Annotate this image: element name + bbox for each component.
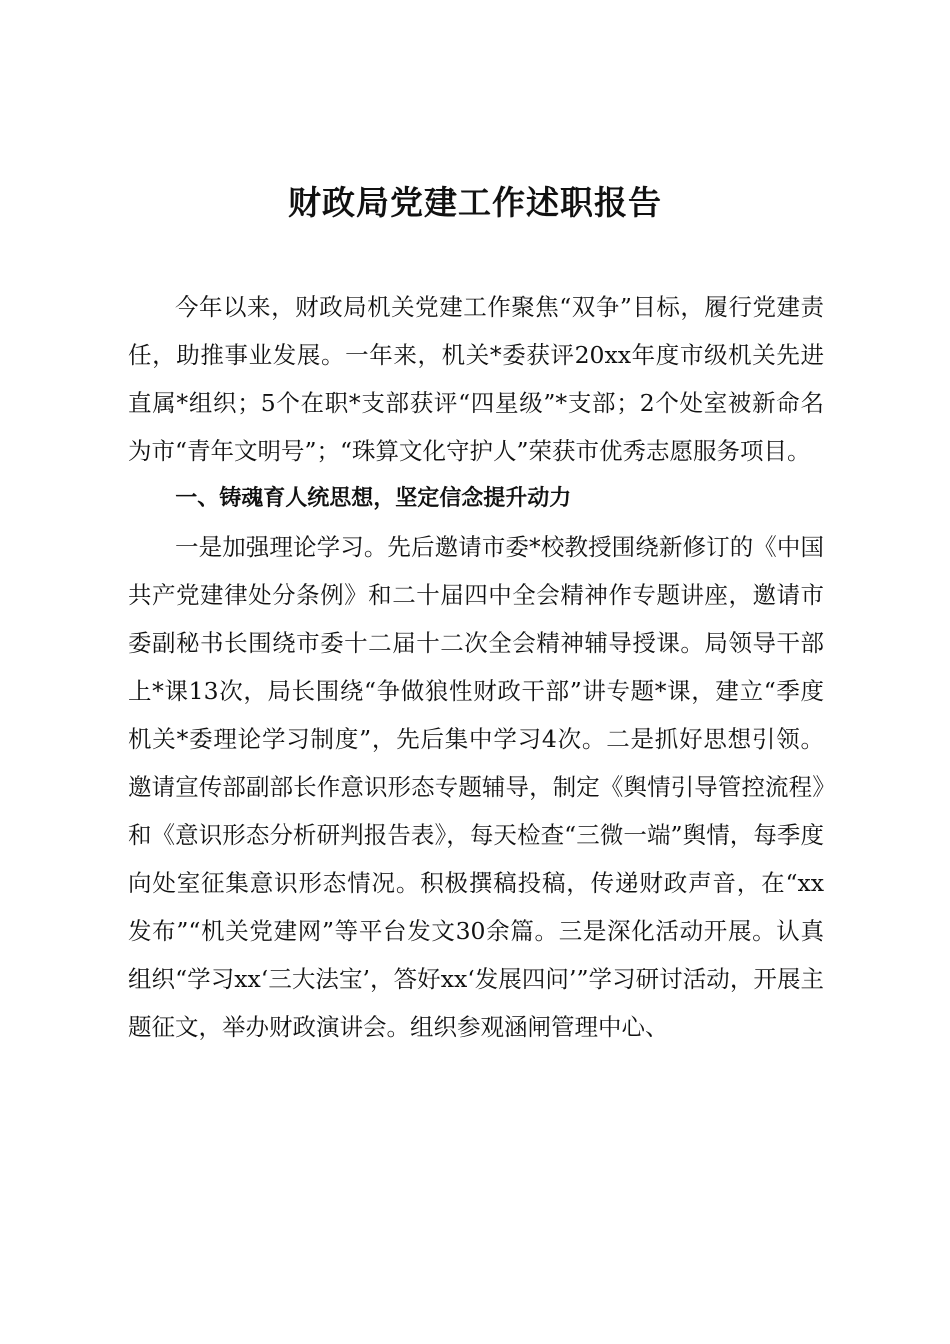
document-title: 财政局党建工作述职报告 — [288, 183, 662, 222]
document-body — [128, 283, 824, 1051]
section-heading: 一、铸魂育人统思想，坚定信念提升动力 — [175, 486, 572, 511]
section-paragraph: 一是加强理论学习。先后邀请市委*校教授围绕新修订的《中国共产党建律处分条例》和二十届四中全会精神作专题讲座，邀请市委副秘书长围绕市委十二届十二次全会精神辅导授课。局领导干部上*课13次，局长围绕“争做狼性财政干部”讲专题*课，建立“季度机关*委理论学习制度”，先后集中学习4次。二是抓好思想引领。邀请宣传部副部长作意识形态专题辅导，制定《舆情引导管控流程》和《意识形态分析研判报告表》，每天检查“三微一端”舆情，每季度向处室征集意识形态情况。积极撰稿投稿，传递财政声音，在“xx发布”“机关党建网”等平台发文30余篇。三是深化活动开展。认真组织“学习xx‘三大法宝’，答好xx‘发展四问’”学习研讨活动，开展主题征文，举办财政演讲会。组织参观涵闸管理中心、 — [128, 533, 824, 1041]
intro-paragraph: 今年以来，财政局机关党建工作聚焦“双争”目标，履行党建责任，助推事业发展。一年来，机关*委获评20xx年度市级机关先进直属*组织；5个在职*支部获评“四星级”*支部；2个处室被新命名为市“青年文明号”；“珠算文化守护人”荣获市优秀志愿服务项目。 — [128, 293, 824, 465]
